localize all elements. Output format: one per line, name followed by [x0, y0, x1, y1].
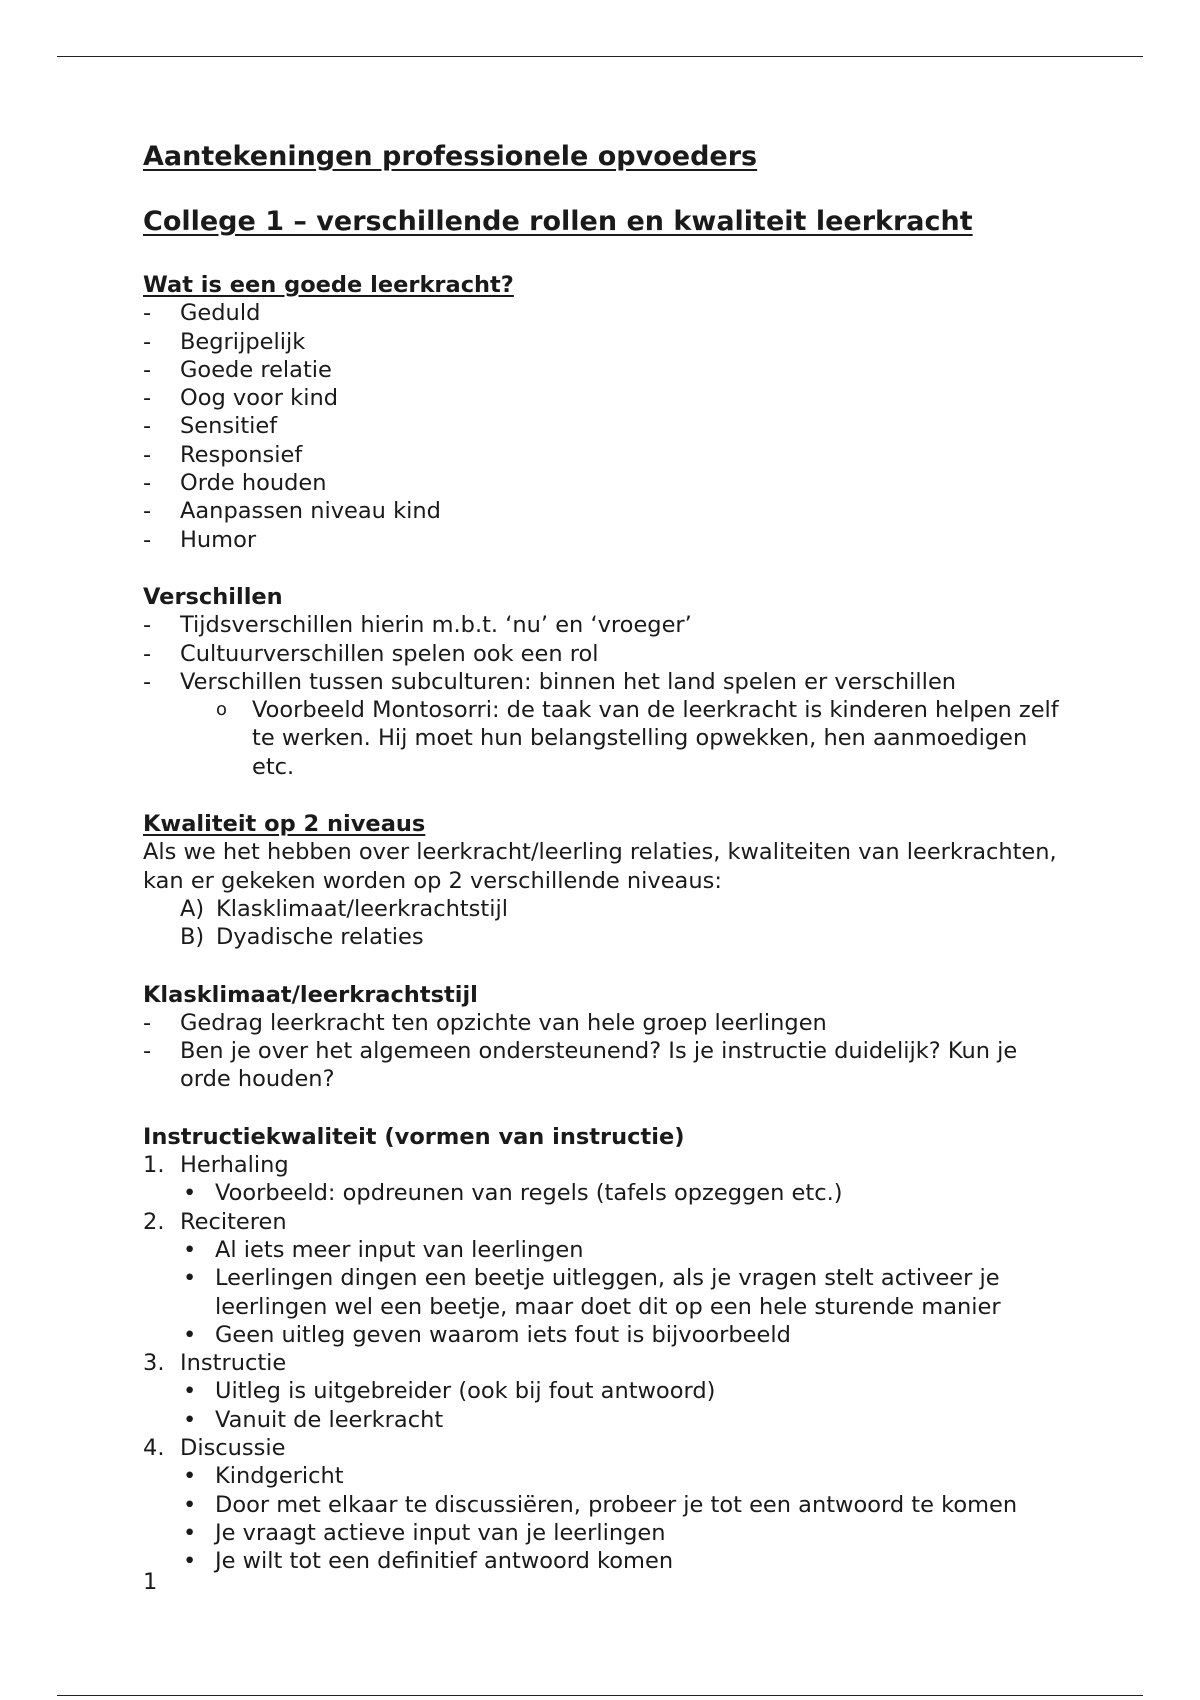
bullet-marker: • [183, 1180, 197, 1207]
bullet-list [143, 1377, 1073, 1434]
bullet-marker: • [183, 1519, 197, 1546]
document-title: Aantekeningen professionele opvoeders [143, 141, 758, 172]
list-item-text: Dyadische relaties [216, 924, 424, 951]
list-item [143, 1009, 1073, 1037]
dash-marker: - [143, 1038, 152, 1065]
instruction-forms-list [143, 1208, 1073, 1236]
good-teacher-list [143, 299, 1073, 554]
numbered-item-label: Instructie [180, 1350, 287, 1377]
section-differences [143, 583, 1073, 781]
letter-marker: B) [180, 924, 205, 951]
list-item-text: Geduld [180, 300, 261, 327]
numbered-item-label: Herhaling [180, 1152, 289, 1179]
bullet-item-text: Je wilt tot een definitief antwoord komen [215, 1548, 674, 1575]
bullet-item-text: Voorbeeld: opdreunen van regels (tafels opzeggen etc.) [215, 1180, 843, 1207]
list-item-text: Gedrag leerkracht ten opzichte van hele groep leerlingen [180, 1009, 827, 1036]
number-marker: 1. [143, 1152, 165, 1179]
bullet-item [179, 1377, 1073, 1405]
class-climate-list [143, 1009, 1073, 1094]
bullet-item [179, 1321, 1073, 1349]
list-item [143, 640, 1073, 668]
bullet-item [179, 1406, 1073, 1434]
list-item-text: Tijdsverschillen hierin m.b.t. ‘nu’ en ‘vroeger’ [180, 612, 692, 639]
bullet-marker: • [183, 1406, 197, 1433]
list-item [143, 299, 1073, 327]
list-item [143, 384, 1073, 412]
bullet-item-text: Leerlingen dingen een beetje uitleggen, als je vragen stelt activeer je leerlingen wel een beetje, maar doet dit op een hele sturende manier [215, 1265, 1001, 1320]
list-item [143, 412, 1073, 440]
numbered-item [143, 1208, 1073, 1236]
dash-marker: - [143, 356, 152, 383]
list-item [143, 497, 1073, 525]
list-item-text: Orde houden [180, 470, 327, 497]
bullet-item-text: Al iets meer input van leerlingen [215, 1236, 584, 1263]
bullet-item [179, 1236, 1073, 1264]
bullet-item-text: Je vraagt actieve input van je leerlingen [215, 1519, 666, 1546]
dash-marker: - [143, 441, 152, 468]
numbered-item-label: Discussie [180, 1434, 286, 1461]
sub-list-item [216, 696, 1073, 781]
section-paragraph: Als we het hebben over leerkracht/leerling relaties, kwaliteiten van leerkrachten, kan er gekeken worden op 2 verschillende niveaus: [143, 839, 1057, 894]
list-item-text: Aanpassen niveau kind [180, 498, 441, 525]
bullet-item-text: Door met elkaar te discussiëren, probeer je tot een antwoord te komen [215, 1491, 1018, 1518]
number-marker: 2. [143, 1208, 165, 1235]
list-item [143, 526, 1073, 554]
section-heading: Instructiekwaliteit (vormen van instructie) [143, 1123, 685, 1150]
dash-marker: - [143, 612, 152, 639]
section-heading: Verschillen [143, 583, 283, 610]
quality-levels-list [143, 895, 1073, 952]
instruction-forms-list [143, 1151, 1073, 1179]
section-instruction-quality [143, 1123, 1073, 1576]
list-item-text: Cultuurverschillen spelen ook een rol [180, 640, 599, 667]
dash-marker: - [143, 328, 152, 355]
sub-list-item-text: Voorbeeld Montosorri: de taak van de leerkracht is kinderen helpen zelf te werken. Hij moet hun belangstelling opwekken, hen aanmoedigen etc. [252, 697, 1059, 780]
numbered-item [143, 1434, 1073, 1462]
bullet-item [179, 1491, 1073, 1519]
lecture-title: College 1 – verschillende rollen en kwaliteit leerkracht [143, 206, 973, 237]
document-page [143, 140, 1073, 1575]
dash-marker: - [143, 640, 152, 667]
list-item-text: Humor [180, 526, 257, 553]
dash-marker: - [143, 498, 152, 525]
letter-marker: A) [180, 895, 205, 922]
section-heading: Klasklimaat/leerkrachtstijl [143, 981, 478, 1008]
section-heading: Kwaliteit op 2 niveaus [143, 811, 426, 838]
circle-marker: o [216, 699, 228, 721]
dash-marker: - [143, 470, 152, 497]
bullet-item-text: Geen uitleg geven waarom iets fout is bijvoorbeeld [215, 1321, 791, 1348]
section-heading: Wat is een goede leerkracht? [143, 272, 514, 298]
list-item [180, 895, 1073, 923]
differences-sublist [143, 696, 1073, 781]
bullet-marker: • [183, 1491, 197, 1518]
list-item-text: Goede relatie [180, 356, 332, 383]
number-marker: 4. [143, 1434, 165, 1461]
list-item-text: Ben je over het algemeen ondersteunend? Is je instructie duidelijk? Kun je orde houden? [180, 1038, 1018, 1093]
page-number: 1 [143, 1569, 158, 1595]
list-item [143, 668, 1073, 696]
number-marker: 3. [143, 1350, 165, 1377]
bullet-marker: • [183, 1378, 197, 1405]
list-item-text: Klasklimaat/leerkrachtstijl [216, 895, 508, 922]
bullet-marker: • [183, 1265, 197, 1292]
list-item [143, 356, 1073, 384]
bullet-list [143, 1179, 1073, 1207]
bullet-item [179, 1462, 1073, 1490]
bullet-item [179, 1547, 1073, 1575]
footer-rule [57, 1695, 1143, 1696]
header-rule [57, 56, 1143, 57]
section-class-climate [143, 981, 1073, 1094]
list-item-text: Sensitief [180, 413, 278, 440]
dash-marker: - [143, 526, 152, 553]
dash-marker: - [143, 668, 152, 695]
bullet-list [143, 1236, 1073, 1349]
dash-marker: - [143, 385, 152, 412]
list-item [143, 441, 1073, 469]
bullet-item [179, 1179, 1073, 1207]
bullet-marker: • [183, 1321, 197, 1348]
list-item [143, 328, 1073, 356]
numbered-item [143, 1151, 1073, 1179]
bullet-item-text: Vanuit de leerkracht [215, 1406, 444, 1433]
bullet-item-text: Kindgericht [215, 1463, 344, 1490]
bullet-marker: • [183, 1548, 197, 1575]
instruction-forms-list [143, 1349, 1073, 1377]
bullet-marker: • [183, 1463, 197, 1490]
numbered-item-label: Reciteren [180, 1208, 287, 1235]
bullet-item-text: Uitleg is uitgebreider (ook bij fout antwoord) [215, 1378, 716, 1405]
bullet-list [143, 1462, 1073, 1575]
list-item-text: Verschillen tussen subculturen: binnen het land spelen er verschillen [180, 668, 957, 695]
section-quality-levels [143, 810, 1073, 951]
dash-marker: - [143, 413, 152, 440]
bullet-item [179, 1519, 1073, 1547]
numbered-item [143, 1349, 1073, 1377]
list-item [143, 469, 1073, 497]
differences-list [143, 611, 1073, 696]
dash-marker: - [143, 1009, 152, 1036]
list-item [143, 611, 1073, 639]
list-item-text: Begrijpelijk [180, 328, 306, 355]
dash-marker: - [143, 300, 152, 327]
bullet-item [179, 1264, 1073, 1321]
list-item-text: Oog voor kind [180, 385, 338, 412]
bullet-marker: • [183, 1236, 197, 1263]
list-item [143, 1037, 1073, 1094]
list-item [180, 923, 1073, 951]
instruction-forms-list [143, 1434, 1073, 1462]
section-good-teacher [143, 271, 1073, 554]
list-item-text: Responsief [180, 441, 303, 468]
